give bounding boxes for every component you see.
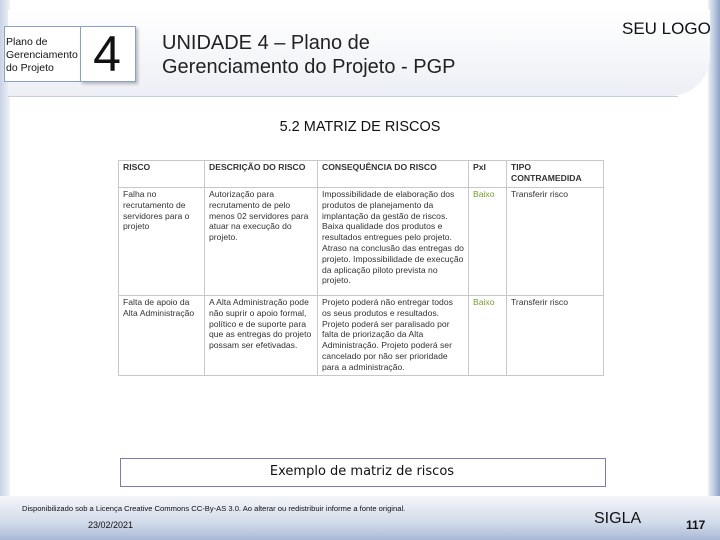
cell-consequencia: Impossibilidade de elaboração dos produtos de planejamento da implantação da gestão de riscos. Baixa qualidade dos produtos e resultados entregues pelo projeto. Atraso na conclusão das entregas do projeto. Impossibilidade de execução da aplicação piloto prevista no projeto. xyxy=(318,188,469,296)
header-descricao: DESCRIÇÃO DO RISCO xyxy=(205,161,318,188)
right-frame-gradient xyxy=(708,0,720,540)
table-header-row xyxy=(119,161,604,188)
footer-date: 23/02/2021 xyxy=(88,520,134,530)
figure-caption: Exemplo de matriz de riscos xyxy=(269,464,455,479)
risk-matrix-image xyxy=(118,160,604,380)
header-consequencia: CONSEQUÊNCIA DO RISCO xyxy=(318,161,469,188)
table-row xyxy=(119,296,604,376)
header-divider xyxy=(8,96,678,97)
unit-label: Plano de Gerenciamento do Projeto xyxy=(6,36,78,74)
cell-pxi: Baixo xyxy=(469,188,507,296)
header-risco: RISCO xyxy=(119,161,205,188)
cell-risco: Falta de apoio da Alta Administração xyxy=(119,296,205,376)
license-text: Disponibilizado sob a Licença Creative Commons CC-By-AS 3.0. Ao alterar ou redistribuir informe a fonte original. xyxy=(22,504,406,513)
cell-pxi: Baixo xyxy=(469,296,507,376)
page-number: 117 xyxy=(686,518,706,532)
risk-matrix-table xyxy=(118,160,604,376)
footer-sigla: SIGLA xyxy=(594,510,642,527)
cell-descricao: Autorização para recrutamento de pelo menos 02 servidores para atuar na execução do projeto. xyxy=(205,188,318,296)
unit-title-line-1: UNIDADE 4 – Plano de xyxy=(162,32,370,54)
logo-placeholder: SEU LOGO xyxy=(622,19,711,38)
cell-descricao: A Alta Administração pode não suprir o apoio formal, político e de suporte para que as entregas do projeto possam ser efetivadas. xyxy=(205,296,318,376)
cell-contramedida: Transferir risco xyxy=(507,188,604,296)
unit-title-line-2: Gerenciamento do Projeto - PGP xyxy=(162,56,456,78)
cell-risco: Falha no recrutamento de servidores para o projeto xyxy=(119,188,205,296)
cell-consequencia: Projeto poderá não entregar todos os seus produtos e resultados. Projeto poderá ser paralisado por falta de priorização da Alta Administração. Projeto poderá ser cancelado por não ser prioridade para a administração. xyxy=(318,296,469,376)
cell-contramedida: Transferir risco xyxy=(507,296,604,376)
unit-title xyxy=(162,31,455,79)
table-row xyxy=(119,188,604,296)
unit-number: 4 xyxy=(93,26,121,82)
header-pxi: PxI xyxy=(469,161,507,188)
header-tipo-contramedida: TIPO CONTRAMEDIDA xyxy=(507,161,604,188)
section-title: 5.2 MATRIZ DE RISCOS xyxy=(279,119,441,135)
